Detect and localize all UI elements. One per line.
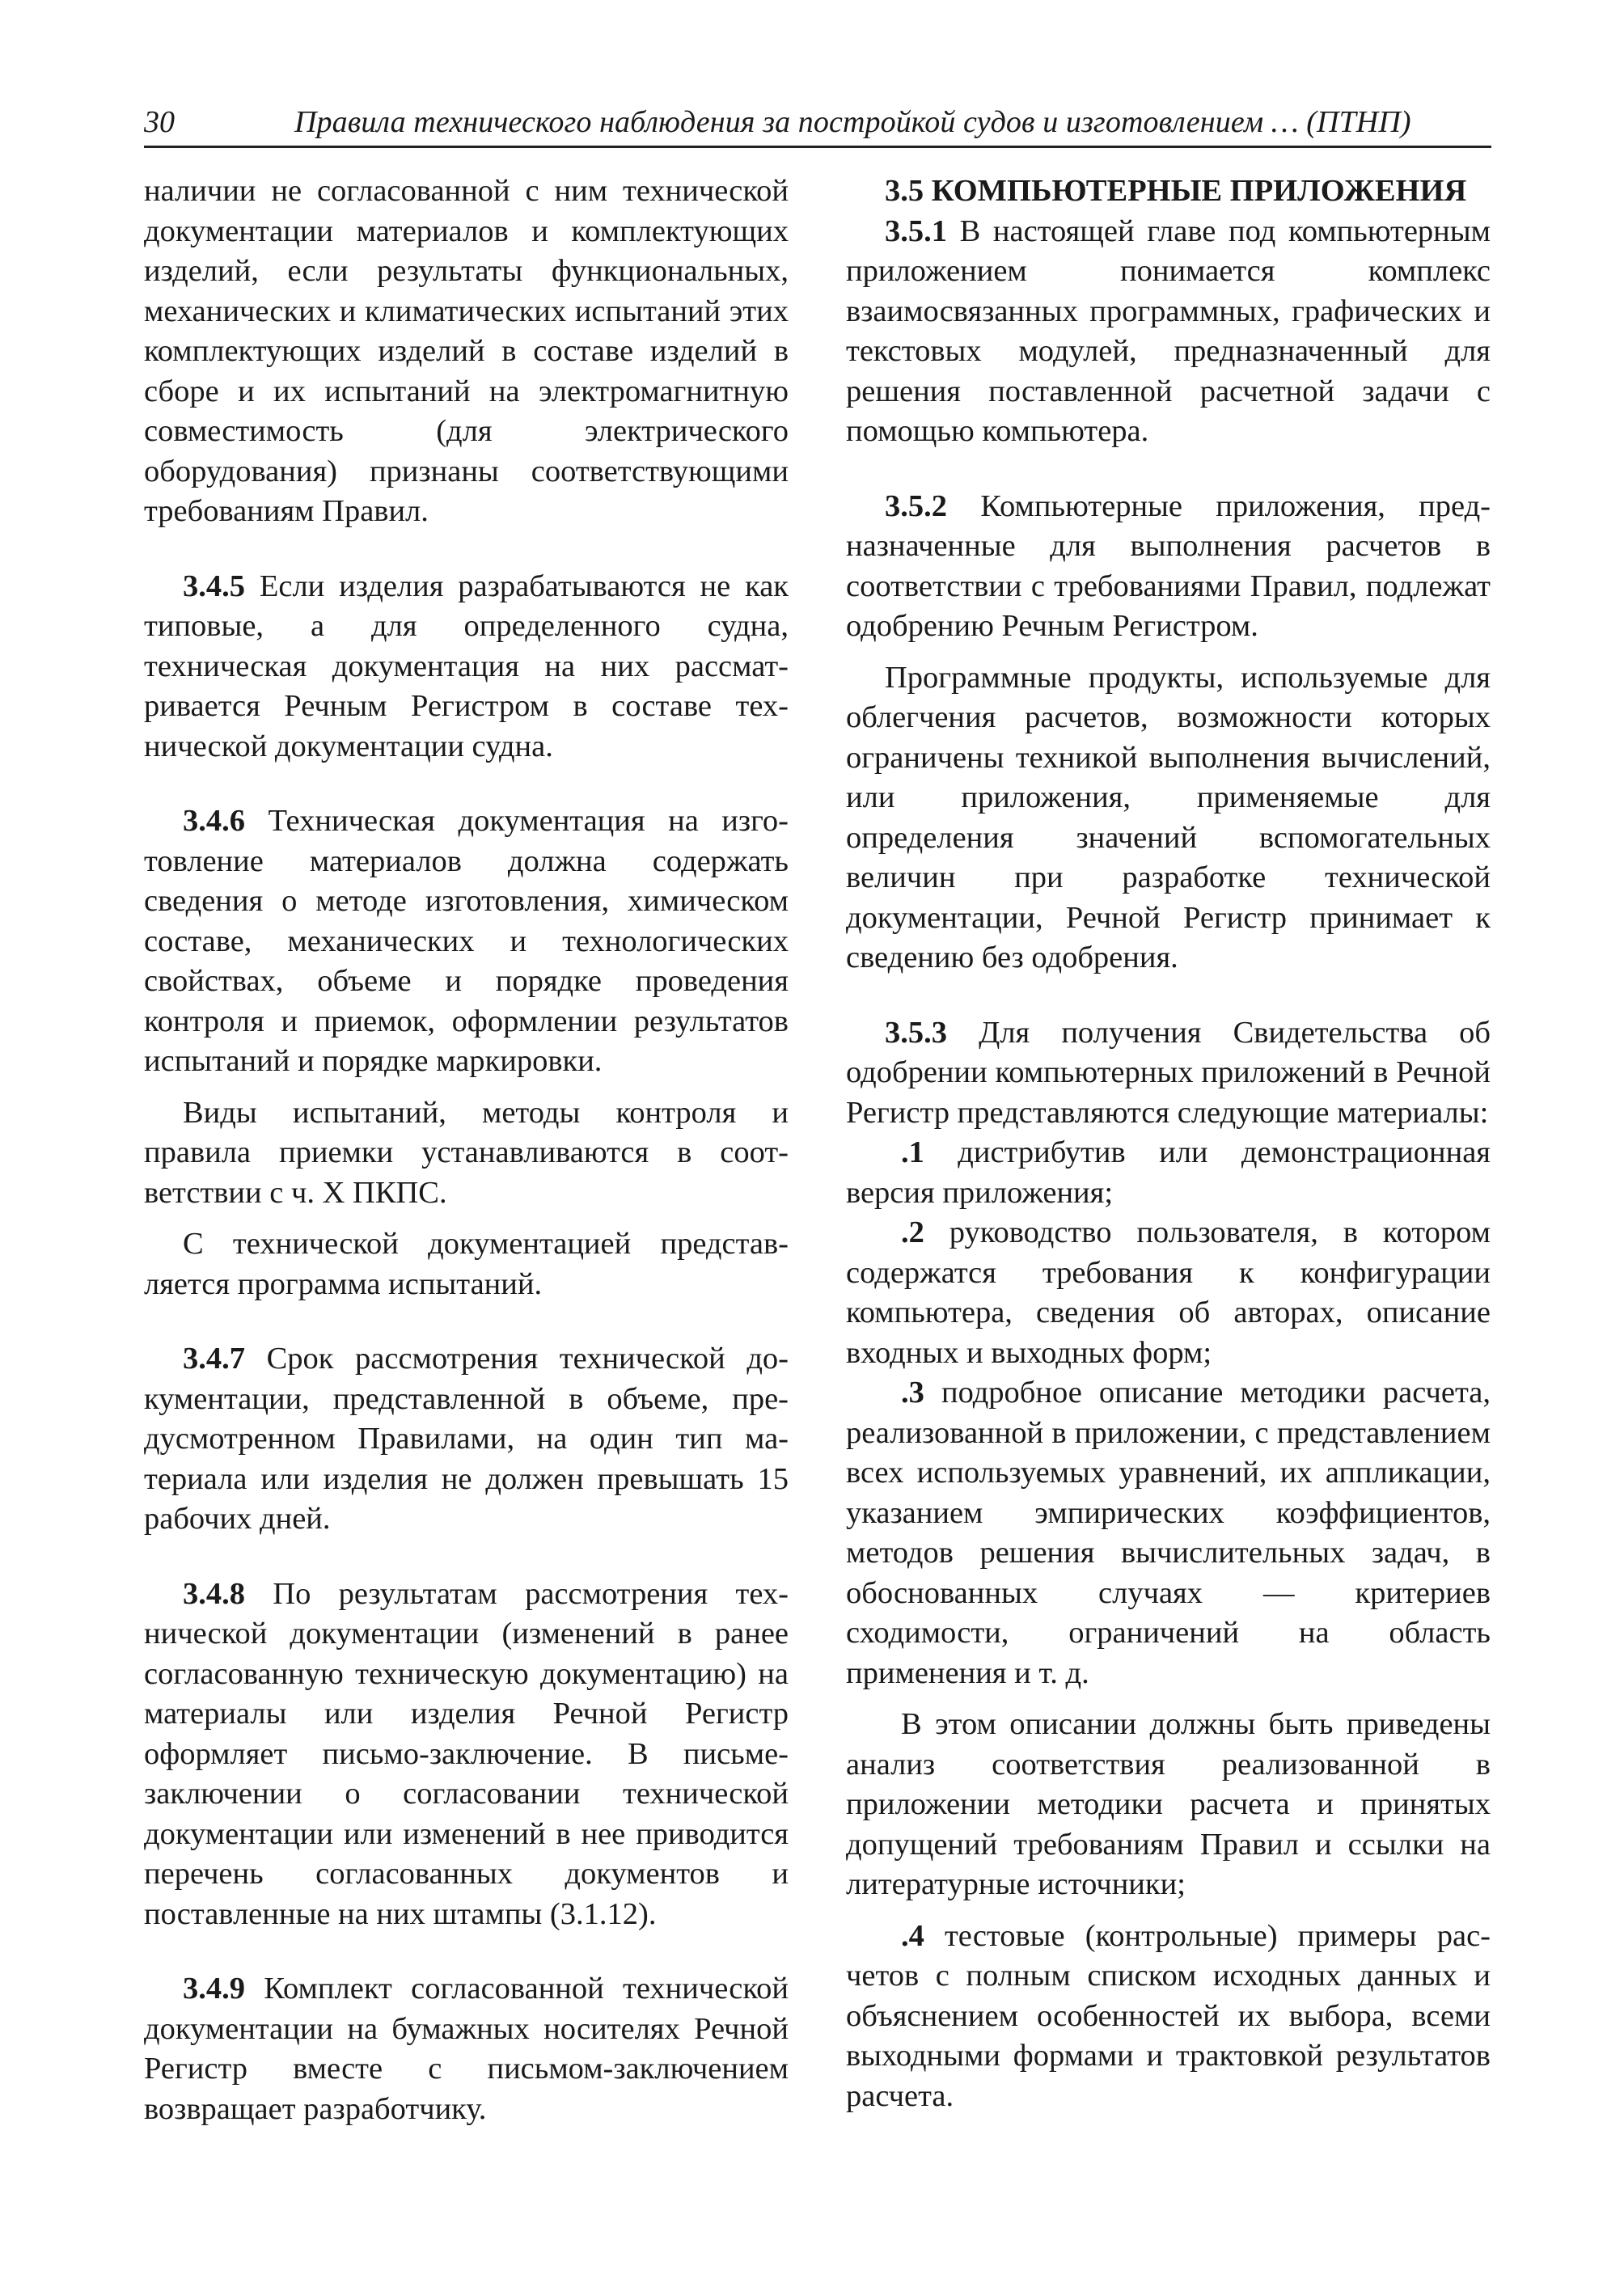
clause-number: 3.4.9 <box>183 1972 245 2006</box>
clause-number: 3.4.7 <box>183 1342 245 1376</box>
paragraph: Виды испытаний, методы контроля и правила приемки устанавливаются в соответствии с ч. X ПКПС. <box>144 1095 789 1210</box>
clause-text: В настоящей главе под компьютерным приложением понимается комплекс взаимосвязанных программных, графических и текстовых модулей, предназначенный для решения поставленной расчетной задачи с помощью компьютера. <box>846 213 1491 448</box>
clause-3-5-1 <box>846 212 1491 452</box>
list-item-3 <box>846 1373 1491 1693</box>
clause-number: 3.5.2 <box>885 488 947 523</box>
clause-text: Комплект согласованной технической документации на бумажных носителях Речной Регистр вместе с письмом-заключением возвращает разработчику. <box>144 1972 789 2126</box>
section-title: 3.5 КОМПЬЮТЕРНЫЕ ПРИЛОЖЕНИЯ <box>885 174 1467 208</box>
item-number: .3 <box>901 1376 924 1410</box>
clause-3-4-8 <box>144 1575 789 1935</box>
clause-3-5-3 <box>846 1013 1491 1134</box>
list-item-2 <box>846 1213 1491 1373</box>
clause-number: 3.4.8 <box>183 1576 245 1611</box>
item-text: дистрибутив или демонстрационная версия приложения; <box>846 1135 1491 1210</box>
running-title: Правила технического наблюдения за постройкой судов и изготовлением … (ПТНП) <box>294 105 1411 139</box>
clause-number: 3.5.1 <box>885 213 947 248</box>
item-number: .2 <box>901 1215 924 1249</box>
item-text: руководство пользователя, в котором содержатся требования к конфигурации компьютера, сведения об авторах, описание входных и выходных форм; <box>846 1215 1491 1370</box>
clause-3-5-2 <box>846 487 1491 647</box>
clause-number: 3.5.3 <box>885 1015 947 1050</box>
left-column <box>144 171 789 2129</box>
page-number: 30 <box>144 105 175 139</box>
clause-text: Компьютерные приложения, предназначенные для выполнения расчетов в соответствии с требованиями Правил, подлежат одобрению Речным Регистром. <box>846 488 1491 643</box>
item-text: подробное описание методики расчета, реализованной в приложении, с представлением всех используемых уравнений, их аппликации, указанием эмпирических коэффициентов, методов решения вычислительных задач, в обоснованных случаях — критериев сходимости, ограничений на область применения и т. д. <box>846 1376 1491 1690</box>
item-number: .4 <box>901 1918 924 1953</box>
clause-3-4-5 <box>144 567 789 767</box>
paragraph: В этом описании должны быть приведены анализ соответствия реализованной в приложении методики расчета и принятых допущений требованиям Правил и ссылки на литературные источники; <box>846 1707 1491 1901</box>
clause-3-4-9 <box>144 1969 789 2129</box>
clause-3-4-7 <box>144 1339 789 1540</box>
list-item-1 <box>846 1133 1491 1213</box>
paragraph: Программные продукты, используемые для облегчения расчетов, возможности которых ограничены техникой выполнения вычислений, или приложения, применяемые для определения значений вспомогательных величин при разработке технической документации, Речной Регистр принимает к сведению без одобрения. <box>846 660 1491 974</box>
clause-text: Если изделия разрабатываются не как типовые, а для определенного судна, техническая документация на них рассматривается Речным Регистром в составе технической документации судна. <box>144 569 789 763</box>
clause-text: Техническая документация на изготовление материалов должна содержать сведения о методе изготовления, химическом составе, механических и технологических свойствах, объеме и порядке проведения контроля и приемок, оформлении результатов испытаний и порядке маркировки. <box>144 804 789 1078</box>
paragraph-continuation: наличии не согласованной с ним технической документации материалов и комплектующих изделий, если результаты функциональных, механических и климатических испытаний этих комплектующих изделий в составе изделий в сборе и их испытаний на электромагнитную совместимость (для электрического оборудования) признаны соответствующими требованиям Правил. <box>144 174 789 528</box>
clause-number: 3.4.6 <box>183 804 245 838</box>
list-item-4 <box>846 1917 1491 2117</box>
item-text: тестовые (контрольные) примеры расчетов с полным списком исходных данных и объяснением особенностей их выбора, всеми выходными формами и трактовкой результатов расчета. <box>846 1918 1491 2113</box>
clause-text: По результатам рассмотрения технической документации (изменений в ранее согласованную техническую документацию) на материалы или изделия Речной Регистр оформляет письмо-заключение. В письме-заключении о согласовании технической документации или изменений в нее приводится перечень согласованных документов и поставленные на них штампы (3.1.12). <box>144 1576 789 1931</box>
running-header <box>144 104 1491 148</box>
clause-text: Срок рассмотрения технической документации, представленной в объеме, предусмотренном Правилами, на один тип материала или изделия не должен превышать 15 рабочих дней. <box>144 1342 789 1536</box>
right-column <box>846 171 1491 2116</box>
clause-text: Для получения Свидетельства об одобрении компьютерных приложений в Речной Регистр представляются следующие материалы: <box>846 1015 1491 1130</box>
item-number: .1 <box>901 1135 924 1169</box>
clause-3-4-6 <box>144 801 789 1082</box>
clause-number: 3.4.5 <box>183 569 245 603</box>
paragraph: С технической документацией представляется программа испытаний. <box>144 1227 789 1301</box>
